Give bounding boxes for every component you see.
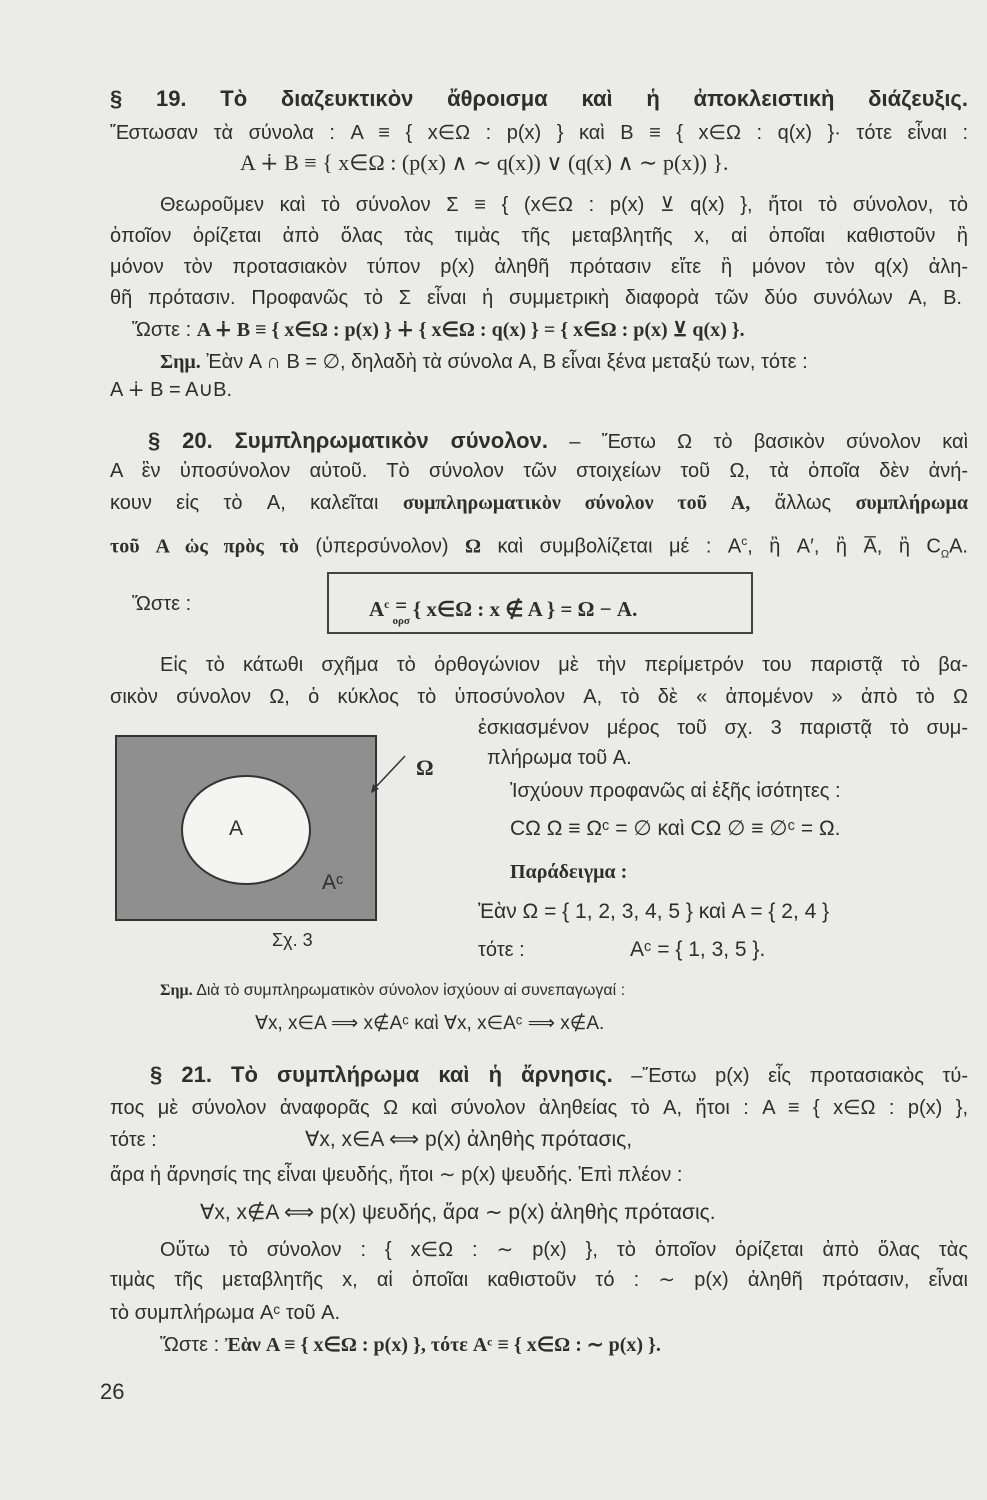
formula: ∀x, x∈A ⟹ x∉Aᶜ καὶ ∀x, x∈Aᶜ ⟹ x∉A. [255,1013,605,1034]
hoste-label: Ὥστε : [160,1334,220,1356]
formula: A [369,597,385,621]
formula: Ἐὰν A ≡ { x∈Ω : p(x) }, τότε Aᶜ ≡ { x∈Ω : ∼ p(x) }. [224,1334,661,1356]
note-text: Διὰ τὸ συμπληρωματικὸν σύνολον ἰσχύουν αἱ συνεπαγωγαί : [196,982,626,999]
formula: ∀x, x∉A ⟺ p(x) ψευδής, ἄρα ∼ p(x) ἀληθὴς πρότασις. [200,1201,716,1224]
text-line: σικὸν σύνολον Ω, ὁ κύκλος τὸ ὑποσύνολον A, τὸ δὲ « ἀπομένον » ἀπὸ τὸ Ω [110,686,968,708]
text-line: πλήρωμα τοῦ A. [487,747,632,769]
text-line: Ἔστωσαν τὰ σύνολα : A ≡ { x∈Ω : p(x) } καὶ B ≡ { x∈Ω : q(x) }· τότε εἶναι : [110,122,968,144]
text-line: τότε : [110,1129,157,1151]
figure-caption: Σχ. 3 [272,930,313,950]
set-a-label: A [229,817,244,840]
definition-box [327,572,753,634]
hoste-label: Ὥστε : [132,593,192,615]
formula: Ἐὰν Ω = { 1, 2, 3, 4, 5 } καὶ A = { 2, 4 } [478,900,830,923]
omega: Ω [465,535,482,558]
page-number: 26 [100,1379,125,1404]
formula: { x∈Ω : x ∉ A } = Ω − A. [412,597,638,621]
superscript: c [384,597,390,611]
section-20-heading: § 20. Συμπληρωματικὸν σύνολον. [148,428,548,453]
formula: Aᶜ = { 1, 3, 5 }. [630,938,766,961]
formula: ∀x, x∈A ⟺ p(x) ἀληθὴς πρότασις, [305,1128,633,1151]
venn-figure [115,735,377,921]
definition-equals: = ορσ [392,593,410,628]
text-line: ἐσκιασμένον μέρος τοῦ σχ. 3 παριστᾷ τὸ συμ- [478,717,968,739]
text-line: θῆ πρότασιν. Προφανῶς τὸ Σ εἶναι ἡ συμμετρικὴ διαφορὰ τῶν δύο συνόλων A, B. [110,287,962,309]
text-line: – Ἔστω Ω τὸ βασικὸν σύνολον καὶ [569,431,969,453]
superscript: c [741,534,748,548]
text-line: τὸ συμπλήρωμα Aᶜ τοῦ A. [110,1302,341,1324]
formula: A ∔ B ≡ { x∈Ω : (p(x) ∧ ∼ q(x)) ∨ (q(x) ∧ ∼ p(x)) }. [240,150,729,175]
note-label: Σημ. [160,982,193,999]
hoste-label: Ὥστε : [132,319,192,341]
example-label: Παράδειγμα : [510,861,628,883]
text: καὶ συμβολίζεται μέ : A [497,535,742,558]
text-line: Οὕτω τὸ σύνολον : { x∈Ω : ∼ p(x) }, τὸ ὁποῖον ὁρίζεται ἀπὸ ὅλας τὰς [160,1239,968,1261]
text-line: μόνον τὸν προτασιακὸν τύπον p(x) ἀληθῆ πρότασιν εἴτε ἢ μόνον τὸν q(x) ἀλη- [110,256,968,278]
term-bold: τοῦ A ὡς πρὸς τὸ [110,535,299,558]
text-line: ἄρα ἡ ἄρνησίς της εἶναι ψευδής, ἤτοι ∼ p(x) ψευδής. Ἐπὶ πλέον : [110,1164,683,1186]
text-line: ὁποῖον ὁρίζεται ἀπὸ ὅλας τὰς τιμὰς τῆς μεταβλητῆς x, αἱ ὁποῖαι καθιστοῦν ἢ [110,225,968,247]
text-line: –Ἔστω p(x) εἷς προτασιακὸς τύ- [631,1065,968,1087]
text-line: πος μὲ σύνολον ἀναφορᾶς Ω καὶ σύνολον ἀληθείας τὸ A, ἤτοι : A ≡ { x∈Ω : p(x) }, [110,1097,968,1119]
omega-label: Ω [416,755,434,780]
text: A. [949,535,968,558]
complement-label: Aᶜ [322,871,344,894]
set-a-circle [181,775,311,885]
text-line: Θεωροῦμεν καὶ τὸ σύνολον Σ ≡ { (x∈Ω : p(x) ⊻ q(x) }, ἤτοι τὸ σύνολον, τὸ [160,194,968,216]
section-19-heading: § 19. Τὸ διαζευκτικὸν ἄθροισμα καὶ ἡ ἀποκλειστικὴ διάζευξις. [110,86,968,111]
pointer-arrow-icon [365,750,415,800]
note-text: Ἐὰν A ∩ B = ∅, δηλαδὴ τὰ σύνολα A, B εἶναι ξένα μεταξύ των, τότε : [206,351,808,373]
section-21-heading: § 21. Τὸ συμπλήρωμα καὶ ἡ ἄρνησις. [150,1062,613,1087]
note-label: Σημ. [160,351,201,373]
formula: CΩ Ω ≡ Ωᶜ = ∅ καὶ CΩ ∅ ≡ ∅ᶜ = Ω. [510,817,841,840]
text-line: τιμὰς τῆς μεταβλητῆς x, αἱ ὁποῖαι καθιστοῦν τό : ∼ p(x) ἀληθῆ πρότασιν, εἶναι [110,1269,969,1291]
text-line: A ἓν ὑποσύνολον αὐτοῦ. Τὸ σύνολον τῶν στοιχείων τοῦ Ω, τὰ ὁποῖα δὲν ἀνή- [110,460,968,482]
text-line: Ἰσχύουν προφανῶς αἱ ἑξῆς ἰσότητες : [510,780,841,802]
definition-subscript: ορσ [392,615,410,628]
text: κουν εἰς τὸ A, καλεῖται [110,492,379,514]
text: (ὑπερσύνολον) [315,535,449,558]
term-bold: συμπληρωματικὸν σύνολον τοῦ A, [402,492,751,514]
formula: A ∔ B = A∪B. [110,379,233,401]
text: ἄλλως [774,492,832,514]
text-line: Εἰς τὸ κάτωθι σχῆμα τὸ ὀρθογώνιον μὲ τὴν περίμετρόν του παριστᾷ τὸ βα- [160,654,968,676]
formula: A ∔ B ≡ { x∈Ω : p(x) } ∔ { x∈Ω : q(x) } = { x∈Ω : p(x) ⊻ q(x) }. [196,319,745,341]
subscript: Ω [940,548,950,561]
text: , ἢ A′, ἢ A̅, ἢ C [747,535,941,558]
term-bold: συμπλήρωμα [855,492,969,514]
text-line: τότε : [478,939,525,961]
